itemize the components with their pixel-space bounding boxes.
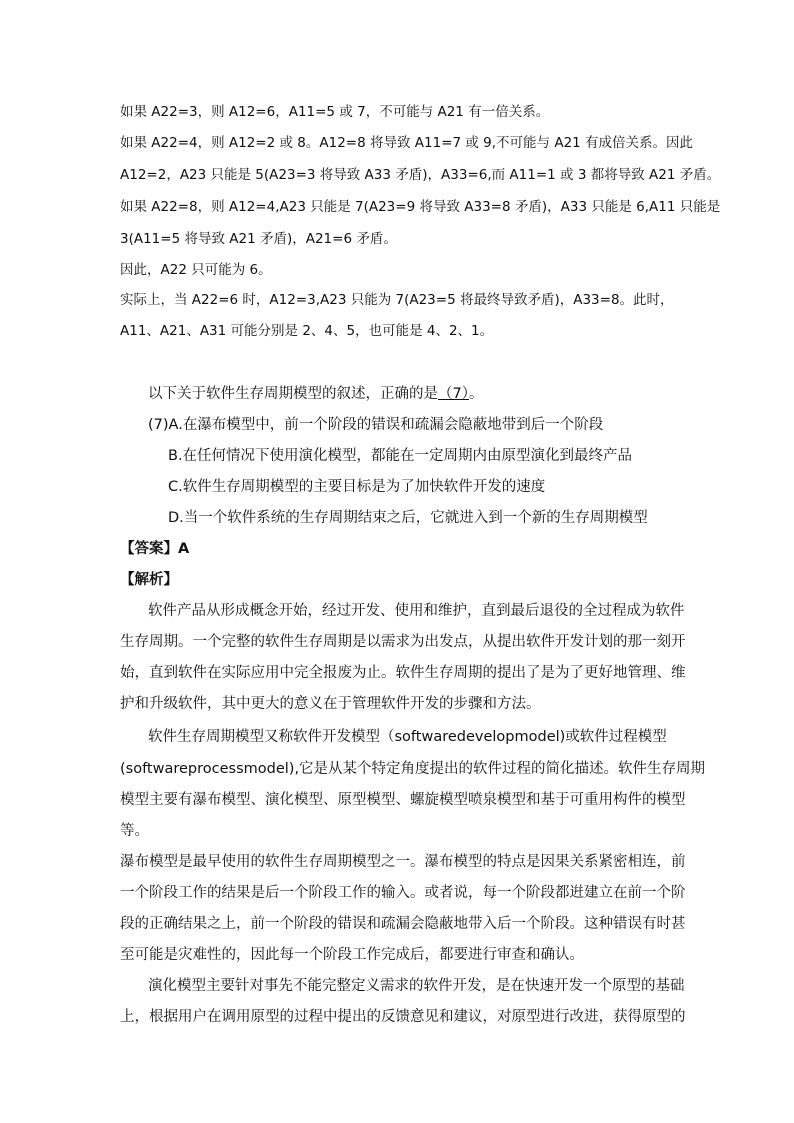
- question-stem-suffix: 。: [468, 386, 484, 402]
- answer-label: 【答案】: [120, 541, 178, 557]
- question-stem-prefix: 以下关于软件生存周期模型的叙述，正确的是: [148, 386, 438, 402]
- analysis-line: 上，根据用户在调用原型的过程中提出的反馈意见和建议，对原型进行改进，获得原型的: [120, 1009, 686, 1025]
- analysis-line: 模型主要有瀑布模型、演化模型、原型模型、螺旋模型喷泉模型和基于可重用构件的模型: [120, 792, 686, 808]
- text-line: 如果 A22=3，则 A12=6，A11=5 或 7，不可能与 A21 有一倍关系。: [120, 104, 550, 120]
- analysis-line: 软件产品从形成概念开始，经过开发、使用和维护，直到最后退役的全过程成为软件: [148, 603, 685, 619]
- text-line: 3(A11=5 将导致 A21 矛盾)，A21=6 矛盾。: [120, 231, 397, 247]
- analysis-label: 【解析】: [120, 572, 178, 588]
- question-blank: （7）: [438, 386, 469, 402]
- analysis-line: 软件生存周期模型又称软件开发模型（softwaredevelopmodel)或软件过程模型: [148, 729, 667, 745]
- analysis-line: 护和升级软件，其中更大的意义在于管理软件开发的步骤和方法。: [120, 696, 541, 712]
- analysis-line: 始，直到软件在实际应用中完全报废为止。软件生存周期的提出了是为了更好地管理、维: [120, 665, 686, 681]
- option-b: B.在任何情况下使用演化模型，都能在一定周期内由原型演化到最终产品: [168, 448, 633, 464]
- answer-line: [120, 538, 189, 560]
- option-c: C.软件生存周期模型的主要目标是为了加快软件开发的速度: [168, 479, 546, 495]
- text-line: A12=2，A23 只能是 5(A23=3 将导致 A33 矛盾)，A33=6,而 A11=1 或 3 都将导致 A21 矛盾。: [120, 167, 721, 183]
- analysis-line: 段的正确结果之上，前一个阶段的错误和疏漏会隐蔽地带入后一个阶段。这种错误有时甚: [120, 916, 686, 932]
- text-line: 如果 A22=4，则 A12=2 或 8。A12=8 将导致 A11=7 或 9,不可能与 A21 有成倍关系。因此: [120, 135, 694, 151]
- analysis-line: 等。: [120, 823, 149, 839]
- text-line: A11、A21、A31 可能分别是 2、4、5，也可能是 4、2、1。: [120, 323, 494, 339]
- question-stem: [148, 383, 483, 405]
- option-a: (7)A.在瀑布模型中，前一个阶段的错误和疏漏会隐蔽地带到后一个阶段: [148, 417, 604, 433]
- analysis-line: 一个阶段工作的结果是后一个阶段工作的输入。或者说，每一个阶段都逬建立在前一个阶: [120, 885, 686, 901]
- analysis-line: 生存周期。一个完整的软件生存周期是以需求为出发点，从提出软件开发计划的那一刻开: [120, 634, 686, 650]
- analysis-line: 演化模型主要针对事先不能完整定义需求的软件开发，是在快速开发一个原型的基础: [148, 978, 685, 994]
- analysis-line: 至可能是灾难性的，因此每一个阶段工作完成后，都要进行审查和确认。: [120, 947, 584, 963]
- option-d: D.当一个软件系统的生存周期结束之后，它就进入到一个新的生存周期模型: [168, 510, 648, 526]
- text-line: 因此，A22 只可能为 6。: [120, 262, 272, 278]
- text-line: 实际上，当 A22=6 时，A12=3,A23 只能为 7(A23=5 将最终导致矛盾)，A33=8。此时，: [120, 292, 674, 308]
- answer-value: A: [178, 541, 190, 557]
- text-line: 如果 A22=8，则 A12=4,A23 只能是 7(A23=9 将导致 A33=8 矛盾)，A33 只能是 6,A11 只能是: [120, 199, 721, 215]
- analysis-line: 瀑布模型是最早使用的软件生存周期模型之一。瀑布模型的特点是因果关系紧密相连，前: [120, 854, 686, 870]
- analysis-line: (softwareprocessmodel),它是从某个特定角度提出的软件过程的简化描述。软件生存周期: [120, 761, 706, 777]
